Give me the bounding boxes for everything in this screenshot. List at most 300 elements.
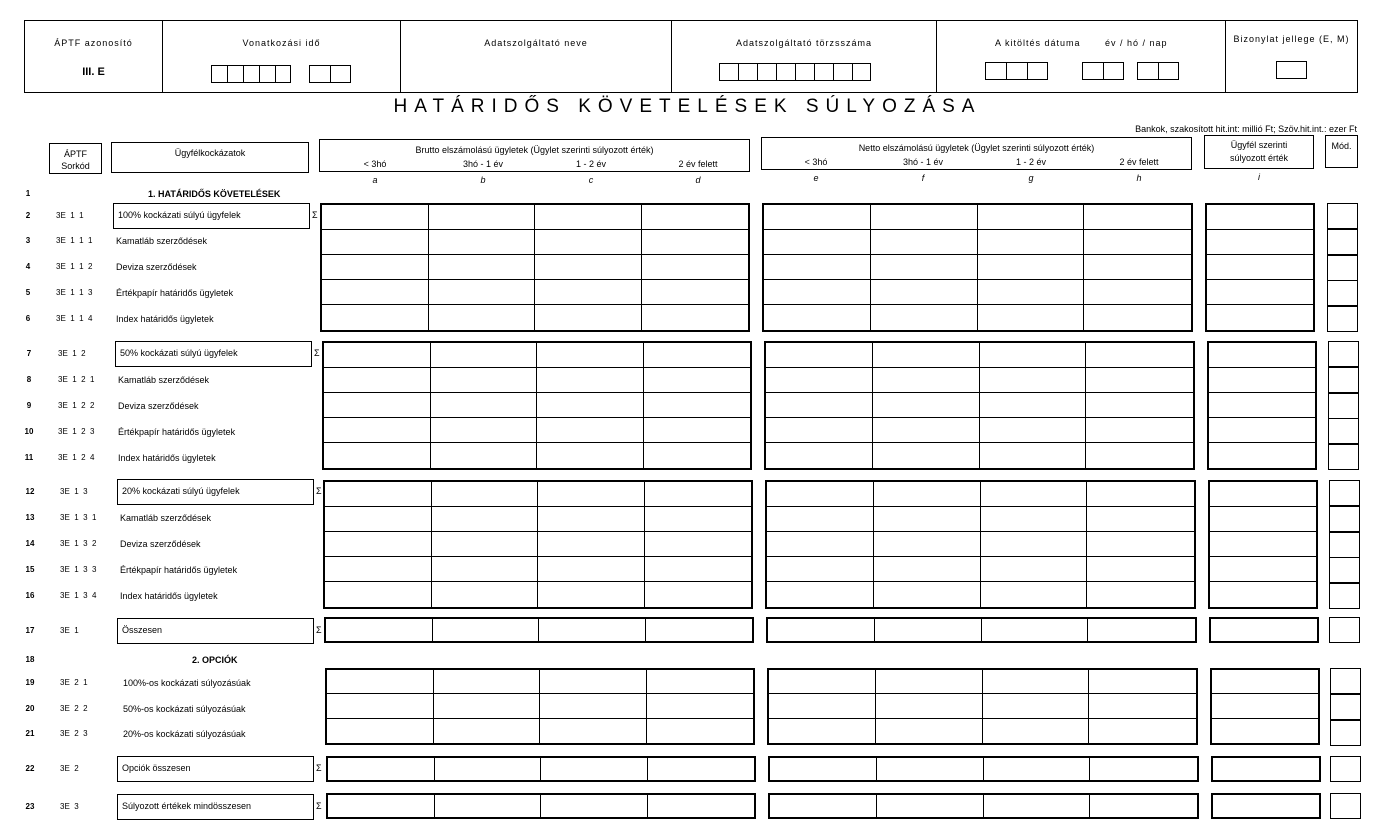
input-cell[interactable]: [328, 795, 435, 817]
input-cell[interactable]: [877, 758, 984, 780]
input-cell[interactable]: [873, 368, 980, 393]
gross-grid: [326, 756, 756, 782]
input-cell[interactable]: [432, 532, 539, 557]
input-cell[interactable]: [875, 619, 982, 641]
input-cell[interactable]: [873, 418, 980, 443]
period-month-field[interactable]: [309, 65, 351, 83]
input-cell[interactable]: [431, 343, 538, 368]
row-label: Deviza szerződések: [116, 262, 197, 272]
input-cell[interactable]: [871, 230, 978, 255]
row-number: 19: [25, 678, 35, 687]
input-cell[interactable]: [874, 482, 981, 507]
row-label: Deviza szerződések: [120, 539, 201, 549]
input-cell[interactable]: [538, 557, 645, 582]
input-cell[interactable]: [769, 694, 876, 718]
mod-cell[interactable]: [1329, 617, 1360, 643]
row-label: Deviza szerződések: [118, 401, 199, 411]
row-label: Kamatláb szerződések: [120, 513, 212, 523]
input-cell[interactable]: [1090, 795, 1197, 817]
input-cell[interactable]: [429, 230, 536, 255]
input-cell[interactable]: [325, 532, 432, 557]
provider-reg-field[interactable]: [719, 63, 871, 81]
period-label: Vonatkozási idő: [242, 38, 321, 48]
input-cell[interactable]: [541, 795, 648, 817]
input-cell[interactable]: [983, 694, 1090, 718]
input-cell[interactable]: [642, 305, 749, 330]
input-cell[interactable]: [1209, 393, 1315, 418]
input-cell[interactable]: [1088, 619, 1195, 641]
input-cell[interactable]: [431, 368, 538, 393]
input-cell[interactable]: [644, 418, 751, 443]
input-cell[interactable]: [873, 343, 980, 368]
row-code: 3E 1 1 2: [56, 262, 93, 271]
input-cell[interactable]: [540, 694, 647, 718]
risk-header-text: Ügyfélkockázatok: [174, 148, 246, 158]
input-cell[interactable]: [978, 255, 1085, 280]
input-cell[interactable]: [429, 305, 536, 330]
net-column-letter: h: [1136, 173, 1142, 183]
input-cell[interactable]: [1210, 507, 1316, 532]
sum-symbol: Σ: [312, 210, 318, 220]
input-cell[interactable]: [1207, 230, 1313, 255]
input-cell[interactable]: [324, 393, 431, 418]
gross-grid: [324, 617, 754, 643]
mod-cell[interactable]: [1328, 341, 1359, 367]
input-cell[interactable]: [764, 280, 871, 305]
mod-cell[interactable]: [1327, 280, 1358, 306]
net-grid: [765, 480, 1196, 609]
input-cell[interactable]: [431, 418, 538, 443]
input-cell[interactable]: [1084, 205, 1191, 230]
gross-column-letter: a: [372, 175, 378, 185]
input-cell[interactable]: [980, 393, 1087, 418]
mod-cell[interactable]: [1327, 203, 1358, 229]
input-cell[interactable]: [1207, 280, 1313, 305]
net-maturity-label: 3hó - 1 év: [902, 157, 944, 167]
row-number: 6: [25, 314, 31, 323]
input-cell[interactable]: [644, 443, 751, 468]
input-cell[interactable]: [538, 482, 645, 507]
mod-header-text: Mód.: [1331, 141, 1352, 151]
input-cell[interactable]: [1212, 670, 1318, 694]
input-cell[interactable]: [432, 582, 539, 607]
input-cell[interactable]: [647, 719, 754, 743]
input-cell[interactable]: [1213, 795, 1319, 817]
net-maturity-label: < 3hó: [804, 157, 828, 167]
input-cell[interactable]: [876, 719, 983, 743]
input-cell[interactable]: [768, 619, 875, 641]
input-cell[interactable]: [766, 343, 873, 368]
input-cell[interactable]: [540, 670, 647, 694]
input-cell[interactable]: [328, 758, 435, 780]
input-cell[interactable]: [980, 368, 1087, 393]
input-cell[interactable]: [871, 305, 978, 330]
input-cell[interactable]: [1086, 443, 1193, 468]
row-label-box: 20% kockázati súlyú ügyfelek: [117, 479, 314, 505]
input-cell[interactable]: [324, 368, 431, 393]
input-cell[interactable]: [325, 507, 432, 532]
mod-cell[interactable]: [1330, 668, 1361, 694]
input-cell[interactable]: [981, 582, 1088, 607]
input-cell[interactable]: [1210, 557, 1316, 582]
input-cell[interactable]: [1084, 230, 1191, 255]
fill-date-year-field[interactable]: [985, 62, 1048, 80]
input-cell[interactable]: [1209, 343, 1315, 368]
row-code: 3E 1 2 3: [58, 427, 95, 436]
input-cell[interactable]: [766, 443, 873, 468]
sum-symbol: Σ: [316, 625, 322, 635]
input-cell[interactable]: [642, 205, 749, 230]
mod-cell[interactable]: [1329, 583, 1360, 609]
input-cell[interactable]: [1087, 582, 1194, 607]
input-cell[interactable]: [648, 795, 755, 817]
row-number: 20: [25, 704, 35, 713]
input-cell[interactable]: [1209, 418, 1315, 443]
input-cell[interactable]: [538, 582, 645, 607]
input-cell[interactable]: [764, 205, 871, 230]
input-cell[interactable]: [1087, 532, 1194, 557]
input-cell[interactable]: [429, 255, 536, 280]
input-cell[interactable]: [435, 795, 542, 817]
input-cell[interactable]: [325, 557, 432, 582]
risk-header: [111, 142, 309, 173]
input-cell[interactable]: [540, 719, 647, 743]
input-cell[interactable]: [1087, 557, 1194, 582]
input-cell[interactable]: [1086, 343, 1193, 368]
input-cell[interactable]: [537, 418, 644, 443]
input-cell[interactable]: [322, 305, 429, 330]
fill-date-format: év / hó / nap: [1105, 38, 1168, 48]
mod-cell[interactable]: [1327, 306, 1358, 332]
input-cell[interactable]: [871, 205, 978, 230]
input-cell[interactable]: [324, 343, 431, 368]
gross-header-text: Brutto elszámolású ügyletek (Ügylet szerinti súlyozott érték): [415, 145, 654, 155]
row-label-box: Összesen: [117, 618, 314, 644]
period-year-field[interactable]: [211, 65, 291, 83]
input-cell[interactable]: [644, 393, 751, 418]
input-cell[interactable]: [642, 230, 749, 255]
input-cell[interactable]: [766, 418, 873, 443]
input-cell[interactable]: [645, 557, 752, 582]
input-cell[interactable]: [322, 280, 429, 305]
input-cell[interactable]: [1086, 393, 1193, 418]
row-code: 3E 1: [60, 626, 79, 635]
row-code: 3E 1 1 1: [56, 236, 93, 245]
input-cell[interactable]: [873, 393, 980, 418]
input-cell[interactable]: [1209, 368, 1315, 393]
row-number: 3: [25, 236, 31, 245]
row-number: 9: [26, 401, 32, 410]
client-value-text: Ügyfél szerinti súlyozott érték: [1229, 140, 1289, 163]
input-cell[interactable]: [874, 507, 981, 532]
row-code: 3E 1 3 2: [60, 539, 97, 548]
input-cell[interactable]: [535, 205, 642, 230]
client-column-letter: i: [1258, 172, 1260, 182]
input-cell[interactable]: [537, 393, 644, 418]
row-label: Kamatláb szerződések: [118, 375, 210, 385]
row-label: 20%-os kockázati súlyozásúak: [123, 729, 246, 739]
mod-cell[interactable]: [1328, 393, 1359, 419]
input-cell[interactable]: [1212, 719, 1318, 743]
mod-cell[interactable]: [1329, 480, 1360, 506]
client-value-grid: [1211, 793, 1321, 819]
row-label: Index határidős ügyletek: [120, 591, 218, 601]
mod-cell[interactable]: [1329, 557, 1360, 583]
input-cell[interactable]: [874, 582, 981, 607]
input-cell[interactable]: [431, 443, 538, 468]
fill-date-month-field[interactable]: [1082, 62, 1124, 80]
input-cell[interactable]: [324, 443, 431, 468]
input-cell[interactable]: [645, 507, 752, 532]
row-number: 11: [24, 453, 34, 462]
input-cell[interactable]: [327, 670, 434, 694]
mod-cell[interactable]: [1327, 255, 1358, 281]
input-cell[interactable]: [535, 305, 642, 330]
input-cell[interactable]: [322, 205, 429, 230]
input-cell[interactable]: [767, 482, 874, 507]
input-cell[interactable]: [767, 507, 874, 532]
input-cell[interactable]: [434, 694, 541, 718]
input-cell[interactable]: [1089, 694, 1196, 718]
input-cell[interactable]: [978, 205, 1085, 230]
input-cell[interactable]: [535, 255, 642, 280]
input-cell[interactable]: [647, 694, 754, 718]
row-number: 2: [25, 211, 31, 220]
input-cell[interactable]: [978, 305, 1085, 330]
input-cell[interactable]: [984, 795, 1091, 817]
input-cell[interactable]: [537, 368, 644, 393]
row-number: 10: [24, 427, 34, 436]
input-cell[interactable]: [980, 443, 1087, 468]
input-cell[interactable]: [1084, 255, 1191, 280]
aptf-sorkod-header: [49, 143, 102, 174]
input-cell[interactable]: [1211, 619, 1317, 641]
input-cell[interactable]: [645, 532, 752, 557]
input-cell[interactable]: [535, 280, 642, 305]
input-cell[interactable]: [429, 280, 536, 305]
client-value-grid: [1210, 668, 1320, 745]
input-cell[interactable]: [874, 532, 981, 557]
net-grid: [768, 756, 1199, 782]
input-cell[interactable]: [324, 418, 431, 443]
input-cell[interactable]: [322, 255, 429, 280]
fill-date-day-field[interactable]: [1137, 62, 1179, 80]
row-code: 3E 1 2 4: [58, 453, 95, 462]
input-cell[interactable]: [981, 507, 1088, 532]
input-cell[interactable]: [874, 557, 981, 582]
input-cell[interactable]: [645, 482, 752, 507]
row-number: 15: [25, 565, 35, 574]
mod-cell[interactable]: [1327, 229, 1358, 255]
gross-grid: [326, 793, 756, 819]
input-cell[interactable]: [325, 482, 432, 507]
period-box: [162, 20, 400, 93]
input-cell[interactable]: [877, 795, 984, 817]
mod-cell[interactable]: [1330, 720, 1361, 746]
row-code: 3E 1 3 3: [60, 565, 97, 574]
input-cell[interactable]: [769, 670, 876, 694]
row-label: Index határidős ügyletek: [116, 314, 214, 324]
gross-grid: [320, 203, 750, 332]
mod-cell[interactable]: [1328, 444, 1359, 470]
input-cell[interactable]: [978, 230, 1085, 255]
input-cell[interactable]: [648, 758, 755, 780]
input-cell[interactable]: [541, 758, 648, 780]
input-cell[interactable]: [1087, 507, 1194, 532]
input-cell[interactable]: [1207, 305, 1313, 330]
row-label: Értékpapír határidős ügyletek: [116, 288, 234, 298]
input-cell[interactable]: [1209, 443, 1315, 468]
input-cell[interactable]: [1086, 418, 1193, 443]
form-title: HATÁRIDŐS KÖVETELÉSEK SÚLYOZÁSA: [393, 96, 982, 117]
input-cell[interactable]: [327, 694, 434, 718]
input-cell[interactable]: [1210, 582, 1316, 607]
input-cell[interactable]: [432, 482, 539, 507]
input-cell[interactable]: [1212, 694, 1318, 718]
input-cell[interactable]: [537, 343, 644, 368]
input-cell[interactable]: [1084, 280, 1191, 305]
input-cell[interactable]: [429, 205, 536, 230]
input-cell[interactable]: [764, 230, 871, 255]
input-cell[interactable]: [770, 795, 877, 817]
input-cell[interactable]: [766, 393, 873, 418]
input-cell[interactable]: [770, 758, 877, 780]
input-cell[interactable]: [642, 280, 749, 305]
row-code: 3E 1 2 2: [58, 401, 95, 410]
mod-cell[interactable]: [1329, 506, 1360, 532]
input-cell[interactable]: [1089, 719, 1196, 743]
input-cell[interactable]: [432, 557, 539, 582]
gross-maturity-label: 3hó - 1 év: [462, 159, 504, 169]
row-number: 22: [25, 764, 35, 773]
row-code: 3E 2: [60, 764, 79, 773]
row-code: 3E 1 1 4: [56, 314, 93, 323]
fill-date-label: A kitöltés dátuma: [995, 38, 1081, 48]
input-cell[interactable]: [326, 619, 433, 641]
row-number: 13: [25, 513, 35, 522]
client-value-grid: [1209, 617, 1319, 643]
net-maturity-label: 1 - 2 év: [1015, 157, 1046, 167]
row-label: Index határidős ügyletek: [118, 453, 216, 463]
input-cell[interactable]: [433, 619, 540, 641]
input-cell[interactable]: [434, 719, 541, 743]
mod-cell[interactable]: [1330, 694, 1361, 720]
input-cell[interactable]: [1089, 670, 1196, 694]
input-cell[interactable]: [873, 443, 980, 468]
input-cell[interactable]: [978, 280, 1085, 305]
input-cell[interactable]: [1213, 758, 1319, 780]
input-cell[interactable]: [984, 758, 1091, 780]
doc-type-field[interactable]: [1276, 61, 1307, 79]
row-label: 100%-os kockázati súlyozásúak: [123, 678, 251, 688]
input-cell[interactable]: [982, 619, 1089, 641]
input-cell[interactable]: [767, 557, 874, 582]
input-cell[interactable]: [535, 230, 642, 255]
input-cell[interactable]: [1086, 368, 1193, 393]
input-cell[interactable]: [871, 280, 978, 305]
mod-cell[interactable]: [1330, 756, 1361, 782]
input-cell[interactable]: [980, 343, 1087, 368]
input-cell[interactable]: [434, 670, 541, 694]
input-cell[interactable]: [538, 507, 645, 532]
mod-cell[interactable]: [1329, 532, 1360, 558]
mod-header: [1325, 135, 1358, 168]
provider-name-label: Adatszolgáltató neve: [484, 38, 588, 48]
input-cell[interactable]: [981, 482, 1088, 507]
input-cell[interactable]: [1087, 482, 1194, 507]
input-cell[interactable]: [642, 255, 749, 280]
sum-symbol: Σ: [316, 801, 322, 811]
net-grid: [767, 668, 1198, 745]
input-cell[interactable]: [325, 582, 432, 607]
row-code: 3E 1 3 4: [60, 591, 97, 600]
row-number: 12: [25, 487, 35, 496]
provider-name-box: [400, 20, 671, 93]
input-cell[interactable]: [983, 719, 1090, 743]
input-cell[interactable]: [1090, 758, 1197, 780]
gross-grid: [325, 668, 755, 745]
input-cell[interactable]: [1207, 205, 1313, 230]
input-cell[interactable]: [322, 230, 429, 255]
net-grid: [762, 203, 1193, 332]
input-cell[interactable]: [981, 532, 1088, 557]
input-cell[interactable]: [537, 443, 644, 468]
input-cell[interactable]: [647, 670, 754, 694]
mod-cell[interactable]: [1328, 367, 1359, 393]
input-cell[interactable]: [767, 532, 874, 557]
row-number: 21: [25, 729, 35, 738]
input-cell[interactable]: [764, 305, 871, 330]
input-cell[interactable]: [432, 507, 539, 532]
input-cell[interactable]: [766, 368, 873, 393]
input-cell[interactable]: [646, 619, 753, 641]
net-column-letter: f: [921, 173, 925, 183]
row-number: 4: [25, 262, 31, 271]
aptf-id-value: III. E: [82, 66, 105, 78]
input-cell[interactable]: [1207, 255, 1313, 280]
input-cell[interactable]: [327, 719, 434, 743]
input-cell[interactable]: [1210, 532, 1316, 557]
client-value-grid: [1207, 341, 1317, 470]
input-cell[interactable]: [871, 255, 978, 280]
input-cell[interactable]: [539, 619, 646, 641]
input-cell[interactable]: [981, 557, 1088, 582]
input-cell[interactable]: [645, 582, 752, 607]
input-cell[interactable]: [980, 418, 1087, 443]
input-cell[interactable]: [435, 758, 542, 780]
input-cell[interactable]: [538, 532, 645, 557]
fill-date-box: [936, 20, 1225, 93]
row-code: 3E 1 3 1: [60, 513, 97, 522]
client-value-grid: [1211, 756, 1321, 782]
input-cell[interactable]: [1210, 482, 1316, 507]
input-cell[interactable]: [644, 368, 751, 393]
input-cell[interactable]: [644, 343, 751, 368]
input-cell[interactable]: [876, 694, 983, 718]
row-label-box: Súlyozott értékek mindösszesen: [117, 794, 314, 820]
mod-cell[interactable]: [1328, 418, 1359, 444]
input-cell[interactable]: [767, 582, 874, 607]
input-cell[interactable]: [1084, 305, 1191, 330]
input-cell[interactable]: [983, 670, 1090, 694]
units-note: Bankok, szakosított hit.int: millió Ft; Szöv.hit.int.: ezer Ft: [1135, 124, 1357, 134]
input-cell[interactable]: [764, 255, 871, 280]
input-cell[interactable]: [431, 393, 538, 418]
mod-cell[interactable]: [1330, 793, 1361, 819]
row-number: 5: [25, 288, 31, 297]
input-cell[interactable]: [876, 670, 983, 694]
input-cell[interactable]: [769, 719, 876, 743]
